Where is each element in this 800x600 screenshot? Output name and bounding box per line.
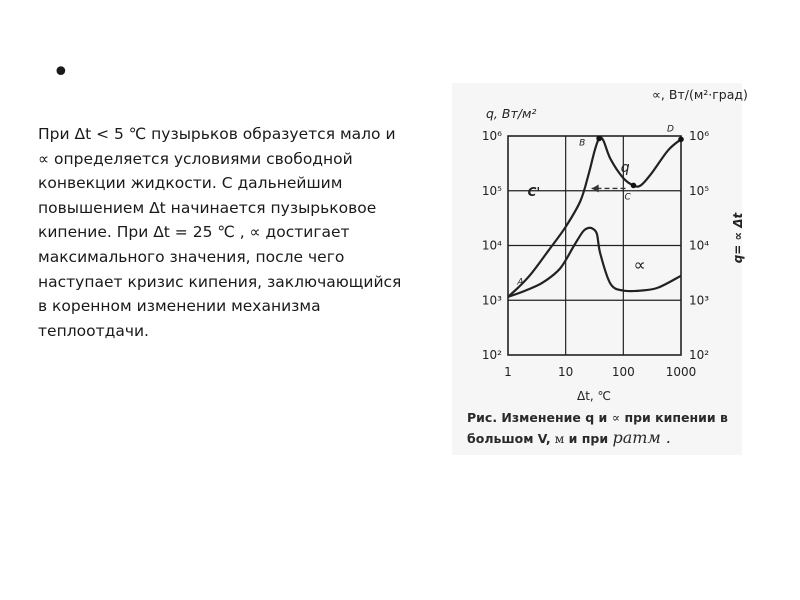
- paragraph-line: наступает кризис кипения, заключающийся: [38, 272, 402, 291]
- paragraph-line: кипение. При Δt = 25 ℃ , ∝ достигает: [38, 223, 350, 242]
- caption-alpha: ∝: [611, 410, 621, 425]
- chart-curves: [508, 137, 681, 296]
- point-d: [678, 137, 684, 143]
- y-tick-label-right: 10²: [689, 348, 710, 362]
- x-tick-label: 10: [558, 365, 574, 379]
- bullet-point: •: [52, 55, 70, 90]
- point-label: D: [667, 124, 674, 135]
- paragraph-line: конвекции жидкости. С дальнейшим: [38, 174, 343, 193]
- paragraph-line: повышением Δt начинается пузырьковое: [38, 198, 377, 217]
- point-label: A: [517, 277, 524, 288]
- x-tick-label: 1000: [665, 365, 697, 379]
- point-label: B: [579, 138, 586, 149]
- y-tick-label-left: 10⁶: [481, 129, 502, 143]
- point-label: C': [527, 184, 541, 199]
- caption-line2: большом V,: [467, 431, 551, 446]
- series-line-alpha: [508, 228, 681, 297]
- caption-pressure: pатм .: [612, 428, 671, 447]
- y-tick-label-right: 10⁴: [689, 238, 710, 253]
- y-axis-side-title: q= ∝ Δt: [731, 212, 745, 264]
- caption-line2-rest: и при: [564, 431, 609, 446]
- series-line-q: [508, 137, 681, 296]
- point-c: [631, 183, 637, 189]
- caption-line1-rest: при кипении в: [624, 410, 728, 425]
- curve-label: q: [620, 160, 630, 177]
- y-axis-title-left: q, Вт/м²: [486, 106, 537, 121]
- y-tick-label-left: 10⁵: [481, 183, 502, 198]
- y-tick-label-left: 10²: [481, 348, 502, 362]
- figure-caption: [467, 408, 752, 449]
- y-tick-label-right: 10⁵: [689, 183, 710, 198]
- paragraph-line: в коренном изменении механизма: [38, 297, 321, 316]
- paragraph-line: При Δt < 5 ℃ пузырьков образуется мало и: [38, 125, 396, 143]
- y-tick-label-left: 10⁴: [481, 238, 502, 253]
- x-tick-label: 1: [504, 365, 512, 379]
- x-axis-title: Δt, ℃: [576, 389, 612, 403]
- paragraph-line: теплоотдачи.: [38, 321, 149, 340]
- point-b: [596, 136, 602, 142]
- y-tick-label-right: 10³: [689, 293, 710, 308]
- caption-unit: м: [550, 431, 565, 446]
- paragraph-line: максимального значения, после чего: [38, 247, 345, 266]
- y-axis-title-right: ∝, Вт/(м²·град): [652, 87, 748, 102]
- paragraph-line: ∝ определяется условиями свободной: [38, 149, 353, 168]
- y-tick-label-right: 10⁶: [689, 129, 710, 143]
- curve-label: ∝: [633, 255, 646, 276]
- y-tick-label-left: 10³: [481, 293, 502, 308]
- point-label: C: [624, 192, 631, 203]
- caption-line1: Рис. Изменение q и: [467, 410, 608, 425]
- x-tick-label: 100: [611, 365, 635, 379]
